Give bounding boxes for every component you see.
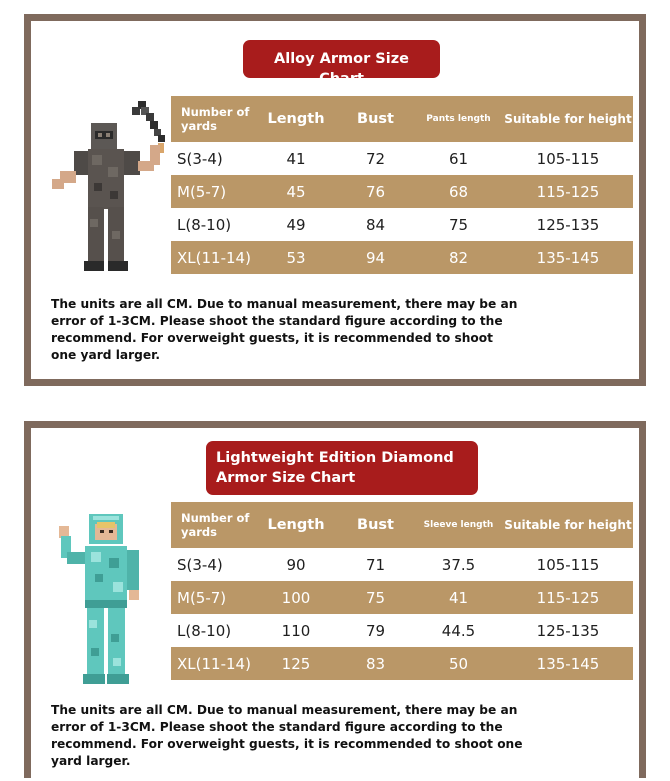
header-bust: Bust bbox=[337, 96, 414, 142]
bust-cell: 71 bbox=[365, 555, 386, 574]
bust-cell: 94 bbox=[337, 241, 414, 274]
sleeve-length-cell: 37.5 bbox=[441, 555, 476, 574]
bust-cell: 75 bbox=[337, 581, 414, 614]
height-cell: 135-145 bbox=[503, 241, 633, 274]
length-cell: 45 bbox=[255, 175, 337, 208]
sword-icon bbox=[132, 101, 165, 153]
bust-cell: 76 bbox=[337, 175, 414, 208]
measurement-note: The units are all CM. Due to manual measurement, there may be an error of 1-3CM. Please shoot the standard figure according to the recommend. For overweight guests, it is recommended to shoot one yard larger. bbox=[51, 703, 523, 768]
bust-cell: 79 bbox=[365, 621, 386, 640]
size-table bbox=[171, 96, 633, 274]
length-cell: 49 bbox=[286, 215, 306, 234]
pants-length-cell: 75 bbox=[448, 215, 469, 234]
size-cell: S(3-4) bbox=[177, 149, 223, 168]
size-table bbox=[171, 502, 633, 680]
diamond-size-chart-panel bbox=[24, 421, 646, 778]
table-row bbox=[171, 581, 633, 614]
height-cell: 115-125 bbox=[503, 175, 633, 208]
sleeve-length-cell: 41 bbox=[414, 581, 503, 614]
header-length: Length bbox=[255, 96, 337, 142]
header-number-of-yards: Number of yards bbox=[171, 96, 255, 142]
table-row bbox=[171, 241, 633, 274]
pants-length-cell: 82 bbox=[414, 241, 503, 274]
table-row bbox=[171, 208, 633, 241]
pants-length-cell: 61 bbox=[448, 149, 469, 168]
measurement-note: The units are all CM. Due to manual measurement, there may be an error of 1-3CM. Please shoot the standard figure according to the recommend. For overweight guests, it is recommended to shoot one yard larger. bbox=[51, 297, 518, 362]
header-suitable-for-height: Suitable for height bbox=[503, 502, 633, 548]
chart-title: Lightweight Edition Diamond Armor Size Chart bbox=[206, 441, 478, 495]
length-cell: 53 bbox=[255, 241, 337, 274]
header-bust: Bust bbox=[337, 502, 414, 548]
height-cell: 125-135 bbox=[536, 621, 600, 640]
height-cell: 105-115 bbox=[536, 149, 600, 168]
alloy-size-chart-panel bbox=[24, 14, 646, 386]
table-row bbox=[171, 175, 633, 208]
table-header-row bbox=[171, 96, 633, 142]
bust-cell: 72 bbox=[365, 149, 386, 168]
bust-cell: 83 bbox=[337, 647, 414, 680]
length-cell: 41 bbox=[286, 149, 306, 168]
size-cell: L(8-10) bbox=[177, 215, 232, 234]
size-cell: S(3-4) bbox=[177, 555, 223, 574]
header-number-of-yards: Number of yards bbox=[171, 502, 255, 548]
height-cell: 135-145 bbox=[503, 647, 633, 680]
length-cell: 100 bbox=[255, 581, 337, 614]
table-row bbox=[171, 614, 633, 647]
sleeve-length-cell: 44.5 bbox=[441, 621, 476, 640]
size-cell: XL(11-14) bbox=[171, 647, 255, 680]
header-length: Length bbox=[255, 502, 337, 548]
chart-title: Alloy Armor Size Chart bbox=[243, 40, 440, 78]
header-pants-length: Pants length bbox=[414, 96, 503, 142]
table-header-row bbox=[171, 502, 633, 548]
length-cell: 125 bbox=[255, 647, 337, 680]
sleeve-length-cell: 50 bbox=[414, 647, 503, 680]
bust-cell: 84 bbox=[365, 215, 386, 234]
alloy-armor-costume-image bbox=[46, 95, 166, 285]
header-suitable-for-height: Suitable for height bbox=[503, 96, 633, 142]
table-row bbox=[171, 548, 633, 581]
table-row bbox=[171, 142, 633, 175]
length-cell: 110 bbox=[281, 621, 311, 640]
height-cell: 105-115 bbox=[536, 555, 600, 574]
diamond-armor-costume-image bbox=[51, 508, 156, 693]
size-cell: XL(11-14) bbox=[171, 241, 255, 274]
table-row bbox=[171, 647, 633, 680]
size-cell: M(5-7) bbox=[171, 581, 255, 614]
height-cell: 125-135 bbox=[536, 215, 600, 234]
size-cell: L(8-10) bbox=[177, 621, 232, 640]
header-sleeve-length: Sleeve length bbox=[414, 502, 503, 548]
pants-length-cell: 68 bbox=[414, 175, 503, 208]
length-cell: 90 bbox=[286, 555, 306, 574]
height-cell: 115-125 bbox=[503, 581, 633, 614]
size-cell: M(5-7) bbox=[171, 175, 255, 208]
